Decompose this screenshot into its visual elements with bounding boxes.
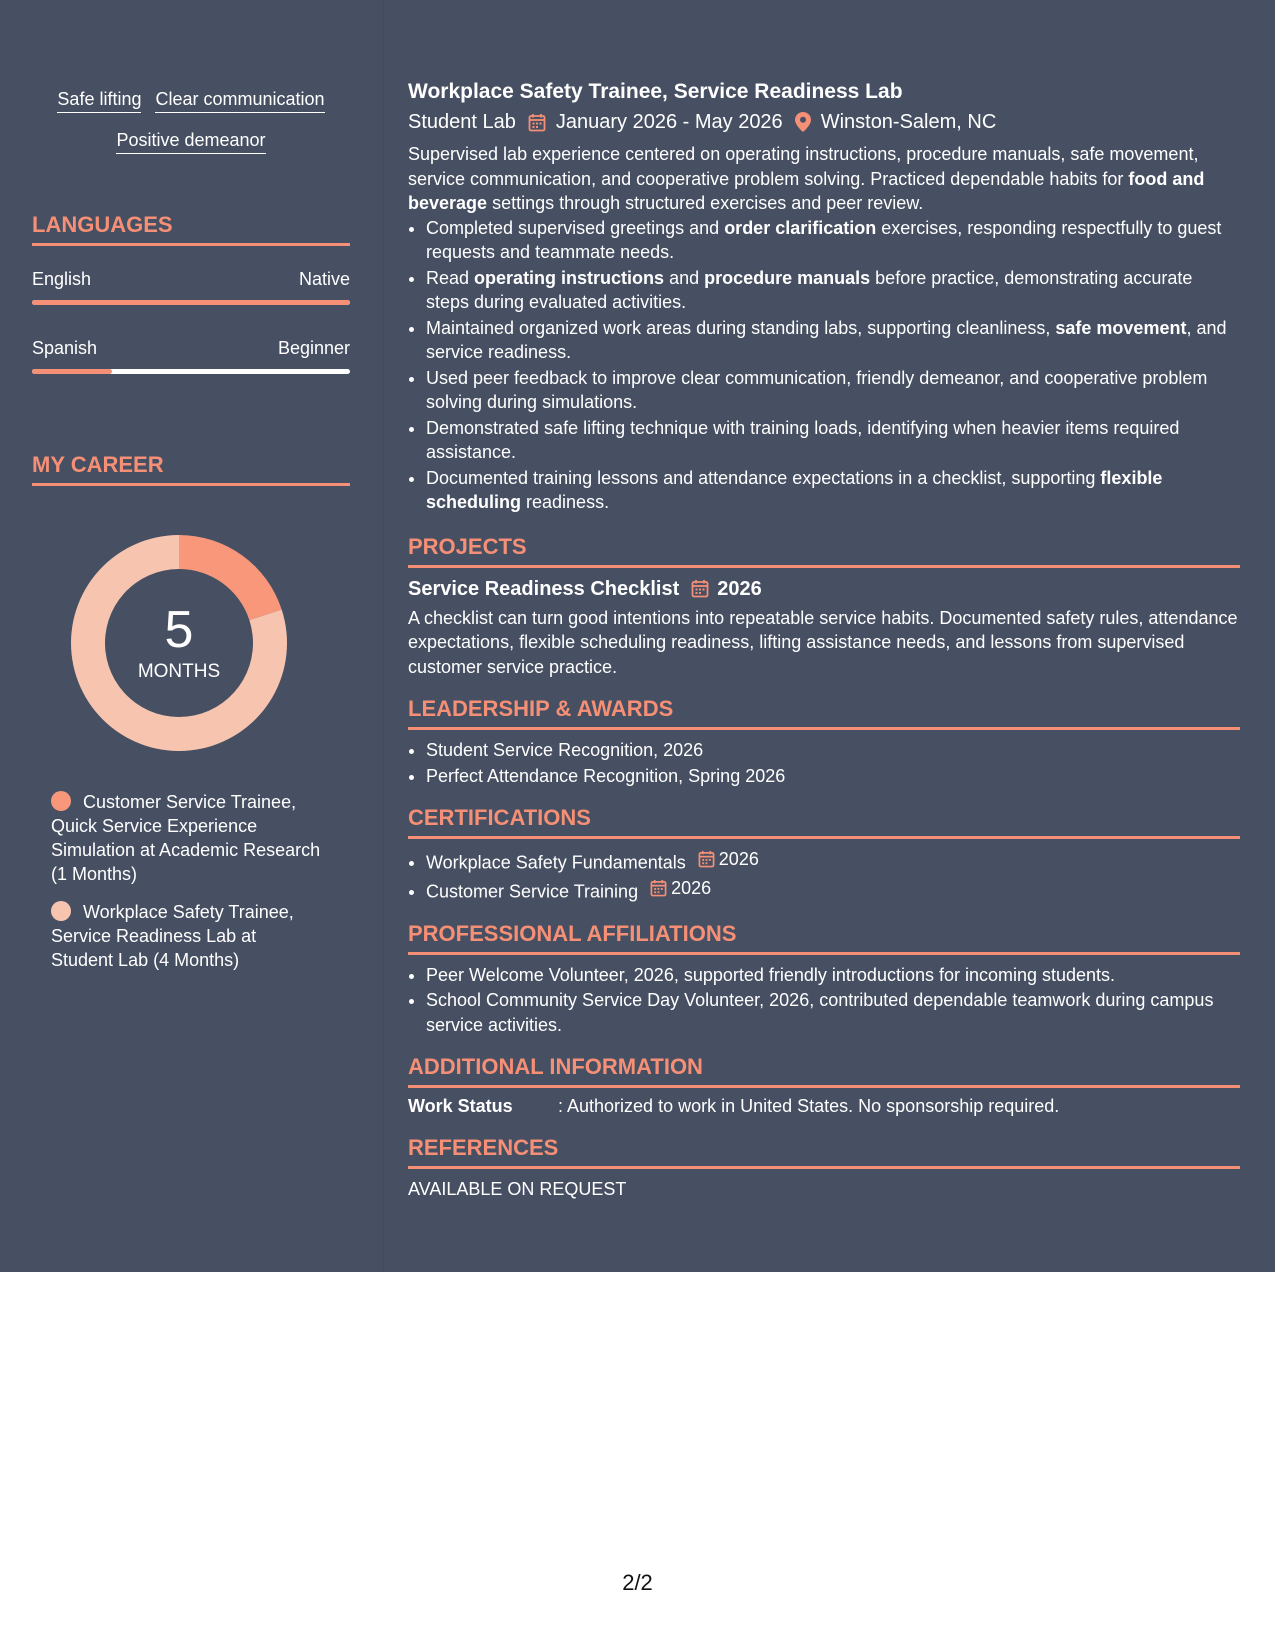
sidebar [0,0,384,1272]
main-content [408,78,1240,1201]
job-meta [408,108,1240,136]
career-donut-chart [66,530,292,756]
work-status-value: : Authorized to work in United States. No sponsorship required. [558,1096,1060,1116]
project-title-row [408,576,1240,602]
language-level: Native [298,269,350,289]
calendar-icon [650,879,667,897]
job-description: Supervised lab experience centered on operating instructions, procedure manuals, safe movement, service communication, and cooperative problem solving. Practiced dependable habits for food and beverage settings through structured exercises and peer review. [408,144,1205,213]
certification-name: Customer Service Training [426,881,639,901]
job-bullet: • Used peer feedback to improve clear communication, friendly demeanor, and cooperative problem solving during simulations. [426,366,1240,415]
leadership-heading: LEADERSHIP & AWARDS [408,695,1240,730]
language-level: Beginner [277,338,350,358]
project-title: Service Readiness Checklist [408,577,680,600]
projects-heading: PROJECTS [408,533,1240,568]
language-name: English [32,269,92,289]
language-bar [32,300,350,305]
leadership-item: • Student Service Recognition, 2026 [426,738,1240,763]
calendar-icon [698,850,715,868]
affiliation-item: • School Community Service Day Volunteer, 2026, contributed dependable teamwork during campus service activities. [426,988,1240,1037]
certification-item [426,876,1240,904]
work-status-label: Work Status [408,1096,513,1116]
language-bar-fill [32,300,350,305]
certifications-list [408,847,1240,904]
language-english [32,268,350,305]
job-bullet: • Maintained organized work areas during standing labs, supporting cleanliness, safe movement, and service readiness. [426,316,1240,365]
career-legend [51,790,321,986]
job-bullet: • Completed supervised greetings and order clarification exercises, responding respectfully to guest requests and teammate needs. [426,216,1240,265]
career-total-number: 5 [164,601,194,659]
skill-tag: Clear communication [155,88,324,113]
certifications-heading: CERTIFICATIONS [408,804,1240,839]
job-location: Winston-Salem, NC [820,111,997,133]
skills-list [32,88,350,170]
career-total-unit: MONTHS [137,661,221,682]
skill-tag: Safe lifting [57,88,141,113]
job-title: Workplace Safety Trainee, Service Readiness Lab [408,80,903,103]
certification-name: Workplace Safety Fundamentals [426,852,686,873]
certification-year: 2026 [718,849,759,869]
language-bar [32,369,350,374]
legend-dot [51,791,71,811]
affiliation-item: • Peer Welcome Volunteer, 2026, supported friendly introductions for incoming students. [426,963,1240,988]
job-bullet: • Read operating instructions and procedure manuals before practice, demonstrating accurate steps during evaluated activities. [426,266,1240,315]
career-legend-text: Customer Service Trainee, Quick Service Experience Simulation at Academic Research (1 Months) [51,792,321,884]
affiliations-heading: PROFESSIONAL AFFILIATIONS [408,920,1240,955]
job-dates: January 2026 - May 2026 [555,111,783,133]
language-name: Spanish [32,338,98,358]
language-bar-fill [32,369,112,374]
calendar-icon [691,579,709,598]
legend-dot [51,901,71,921]
references-heading: REFERENCES [408,1134,1240,1169]
certification-item [426,847,1240,875]
career-legend-text: Workplace Safety Trainee, Service Readiness Lab at Student Lab (4 Months) [51,902,294,970]
job-company: Student Lab [408,111,516,133]
project-year: 2026 [717,577,762,600]
project-description: A checklist can turn good intentions into repeatable service habits. Documented safety rules, attendance expectations, flexible scheduling readiness, lifting assistance needs, and lessons from supervised customer service practice. [408,607,1238,677]
career-heading: MY CAREER [32,451,350,486]
certification-year: 2026 [671,877,712,898]
references-text: AVAILABLE ON REQUEST [408,1179,627,1199]
job-bullet: • Documented training lessons and attendance expectations in a checklist, supporting flexible scheduling readiness. [426,466,1240,515]
calendar-icon [528,113,546,132]
skill-tag: Positive demeanor [116,129,265,154]
languages-heading: LANGUAGES [32,211,350,246]
page-number: 2/2 [622,1570,653,1595]
map-pin-icon [795,112,811,132]
leadership-list [408,738,1240,788]
additional-info-heading: ADDITIONAL INFORMATION [408,1053,1240,1088]
language-spanish [32,337,350,374]
leadership-item: • Perfect Attendance Recognition, Spring 2026 [426,764,1240,789]
affiliations-list [408,963,1240,1038]
work-status-row [408,1094,1240,1118]
career-legend-item [51,790,321,886]
job-bullets [408,216,1240,515]
job-bullet: • Demonstrated safe lifting technique with training loads, identifying when heavier items required assistance. [426,416,1240,465]
career-legend-item [51,900,321,972]
